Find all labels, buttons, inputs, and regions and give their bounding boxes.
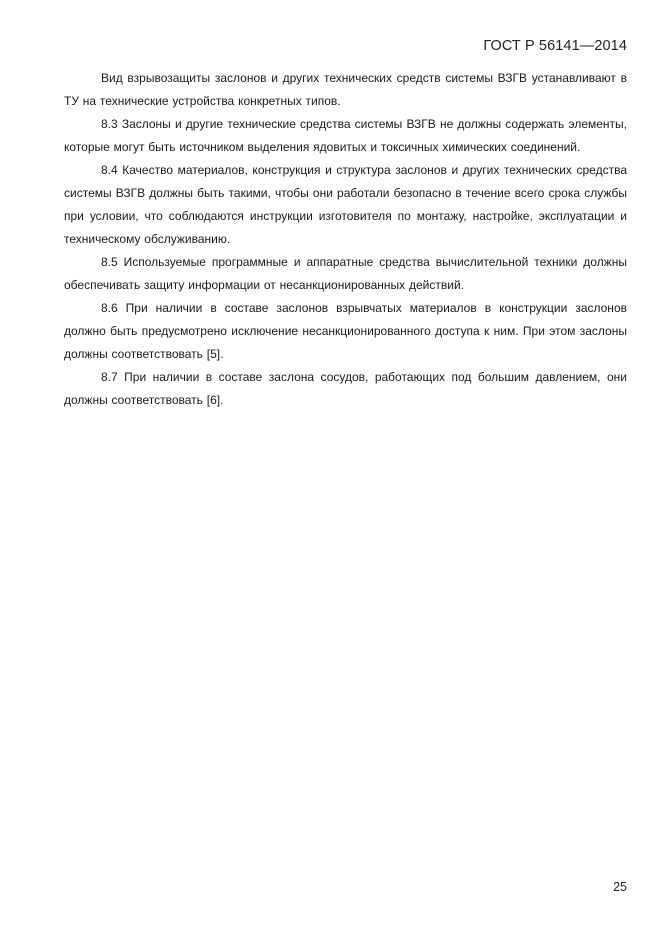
paragraph-8-4: 8.4 Качество материалов, конструкция и структура заслонов и других технических средства системы ВЗГВ должны быть такими, чтобы они работали безопасно в течение всего срока службы при условии, что соблюдаются инструкции изготовителя по монтажу, настройке, эксплуатации и техническому обслуживанию. xyxy=(64,163,627,246)
paragraph-8-5: 8.5 Используемые программные и аппаратные средства вычислительной техники должны обеспечивать защиту информации от несанкционированных действий. xyxy=(64,255,627,292)
page-number: 25 xyxy=(613,880,627,894)
paragraph-8-7: 8.7 При наличии в составе заслона сосудов, работающих под большим давлением, они должны соответствовать [6]. xyxy=(64,370,627,407)
paragraph-8-6: 8.6 При наличии в составе заслонов взрывчатых материалов в конструкции заслонов должно быть предусмотрено исключение несанкционированного доступа к ним. При этом заслоны должны соответствовать [5]. xyxy=(64,301,627,361)
document-body xyxy=(64,67,627,412)
document-code-header: ГОСТ Р 56141—2014 xyxy=(483,38,627,54)
paragraph-8-3: 8.3 Заслоны и другие технические средства системы ВЗГВ не должны содержать элементы, которые могут быть источником выделения ядовитых и токсичных химических соединений. xyxy=(64,117,627,154)
paragraph-explosion-protection-type: Вид взрывозащиты заслонов и других технических средств системы ВЗГВ устанавливают в ТУ на технические устройства конкретных типов. xyxy=(64,71,627,108)
